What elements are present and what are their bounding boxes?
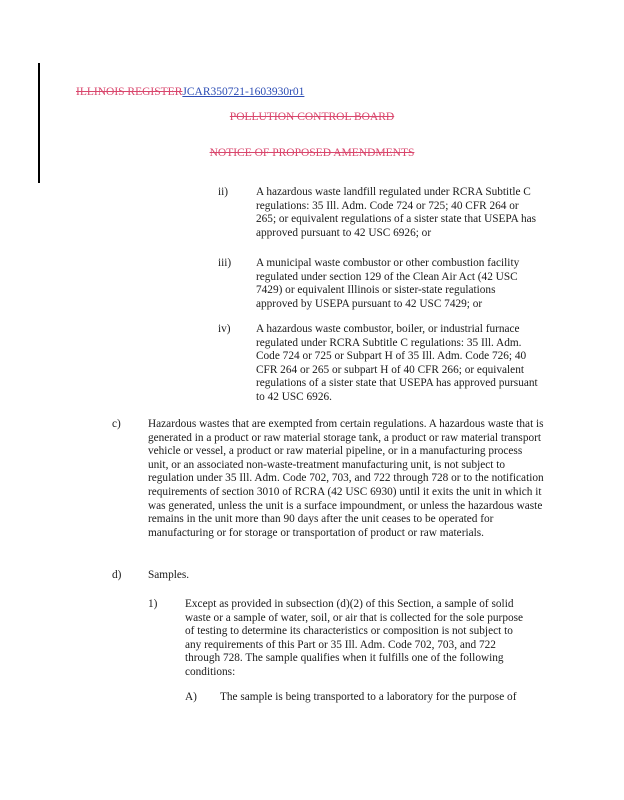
section-text-d: Samples. [148, 569, 190, 581]
item-text-iii: A municipal waste combustor or other combustion facility regulated under section 129 of the Clean Air Act (42 USC 7429) or equivalent Illinois or sister-state regulations approved by USEPA pursuant to 42 USC 7429; or [256, 257, 520, 310]
section-label-c: c) [112, 418, 121, 430]
deleted-board-name: POLLUTION CONTROL BOARD [229, 111, 395, 123]
register-header [76, 85, 304, 99]
notice-header [0, 146, 624, 160]
inserted-jcar-id: JCAR350721-1603930r01 [182, 86, 305, 98]
deleted-register-title: ILLINOIS REGISTER [76, 86, 183, 98]
board-header [0, 110, 624, 124]
subsection-text-1: Except as provided in subsection (d)(2) of this Section, a sample of solid waste or a sample of water, soil, or air that is collected for the sole purpose of testing to determine its characteristics or composition is not subject to any requirements of this Part or 35 Ill. Adm. Code 702, 703, and 722 through 728. The sample qualifies when it fulfills one of the following conditions: [185, 598, 524, 678]
item-label-iii: iii) [218, 257, 232, 269]
section-text-c: Hazardous wastes that are exempted from certain regulations. A hazardous waste that is generated in a product or raw material storage tank, a product or raw material transport vehicle or vessel, a product or raw material pipeline, or in a manufacturing process unit, or an associated non-waste-treatment manufacturing unit, is not subject to regulation under 35 Ill. Adm. Code 702, 703, and 722 through 728 or to the notification requirements of section 3010 of RCRA (42 USC 6930) until it exits the unit in which it was generated, unless the unit is a surface impoundment, or unless the hazardous waste remains in the unit more than 90 days after the unit ceases to be operated for manufacturing or for storage or transportation of product or raw materials. [148, 418, 544, 539]
item-label-ii: ii) [218, 186, 229, 198]
item-label-iv: iv) [218, 323, 231, 335]
item-text-ii: A hazardous waste landfill regulated under RCRA Subtitle C regulations: 35 Ill. Adm. Code 724 or 725; 40 CFR 264 or 265; or equivalent regulations of a sister state that USEPA has approved pursuant to 42 USC 6926; or [256, 186, 537, 239]
subsection-text-a: The sample is being transported to a laboratory for the purpose of [220, 691, 517, 703]
deleted-notice-title: NOTICE OF PROPOSED AMENDMENTS [209, 147, 415, 159]
subsection-label-1: 1) [148, 598, 158, 610]
section-label-d: d) [112, 569, 122, 581]
item-text-iv: A hazardous waste combustor, boiler, or industrial furnace regulated under RCRA Subtitle C regulations: 35 Ill. Adm. Code 724 or 725 or Subpart H of 35 Ill. Adm. Code 726; 40 CFR 264 or 265 or subpart H of 40 CFR 266; or equivalent regulations of a sister state that USEPA has approved pursuant to 42 USC 6926. [256, 323, 538, 403]
subsection-label-a: A) [185, 691, 197, 703]
